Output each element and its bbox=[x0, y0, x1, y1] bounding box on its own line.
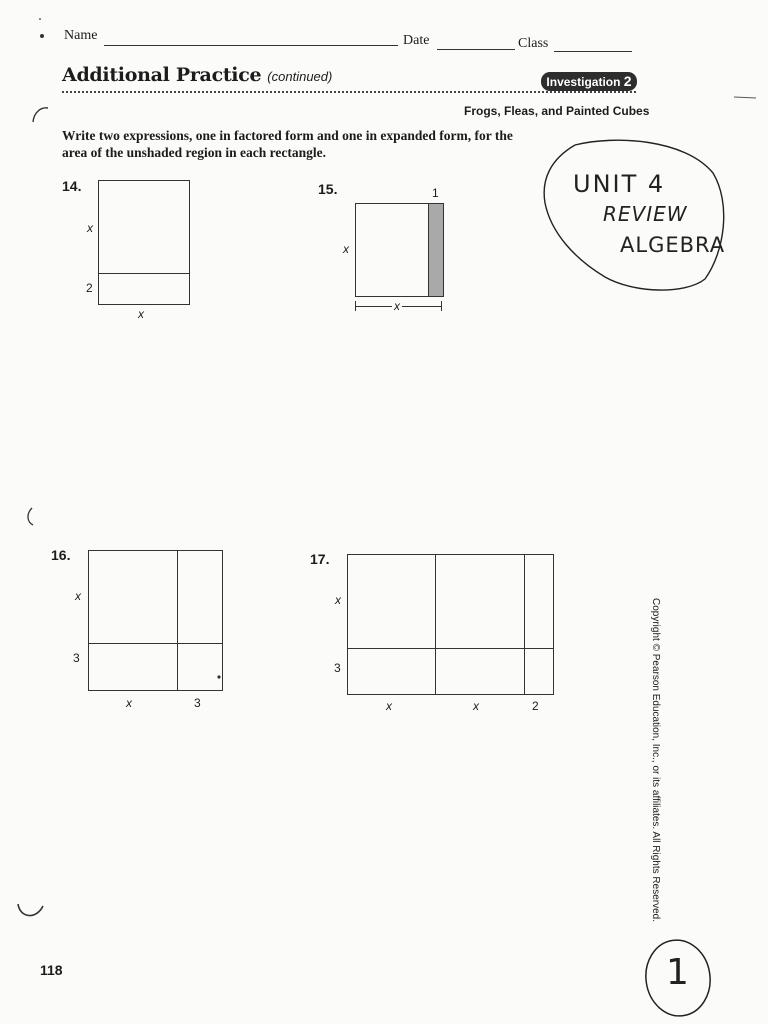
problem-14-left-bottom-label: 2 bbox=[86, 281, 93, 295]
problem-17-left-bottom-label: 3 bbox=[334, 661, 341, 675]
problem-17-bottom-label-1: x bbox=[386, 699, 392, 713]
problem-14-number: 14. bbox=[62, 178, 82, 194]
page-number: 118 bbox=[40, 962, 63, 978]
problem-16-number: 16. bbox=[51, 547, 71, 563]
problem-16-left-bottom-label: 3 bbox=[73, 651, 80, 665]
handwritten-line-2: REVIEW bbox=[603, 202, 688, 226]
problem-15-top-label: 1 bbox=[432, 186, 439, 200]
title-sub: (continued) bbox=[267, 69, 333, 84]
name-label: Name bbox=[64, 28, 98, 43]
problem-14-bottom-label: x bbox=[138, 307, 144, 321]
problem-17-bottom-label-3: 2 bbox=[532, 699, 539, 713]
handwritten-circled-number: 1 bbox=[666, 952, 689, 993]
instructions: Write two expressions, one in factored form and one in expanded form, for the area of the unshaded region in each rectangle. bbox=[62, 128, 513, 160]
problem-16-left-top-label: x bbox=[75, 589, 81, 603]
badge-text: Investigation bbox=[546, 75, 621, 89]
unit-title: Frogs, Fleas, and Painted Cubes bbox=[464, 104, 650, 118]
problem-17-left-top-label: x bbox=[335, 593, 341, 607]
problem-17-number: 17. bbox=[310, 551, 330, 567]
problem-15-number: 15. bbox=[318, 181, 338, 197]
handwritten-line-3: ALGEBRA bbox=[620, 233, 726, 257]
badge-number: 2 bbox=[623, 73, 632, 89]
handwritten-line-1: UNIT 4 bbox=[573, 170, 666, 198]
problem-16-bottom-left-label: x bbox=[126, 696, 132, 710]
problem-17-bottom-label-2: x bbox=[473, 699, 479, 713]
class-label: Class bbox=[518, 36, 549, 51]
problem-15-left-label: x bbox=[343, 242, 349, 256]
problem-14-left-top-label: x bbox=[87, 221, 93, 235]
copyright-notice: Copyright © Pearson Education, Inc., or its affiliates. All Rights Reserved. bbox=[650, 598, 661, 923]
date-label: Date bbox=[403, 33, 430, 48]
title-main: Additional Practice bbox=[62, 64, 262, 86]
problem-16-bottom-right-label: 3 bbox=[194, 696, 201, 710]
problem-15-bottom-label: x bbox=[394, 299, 400, 313]
